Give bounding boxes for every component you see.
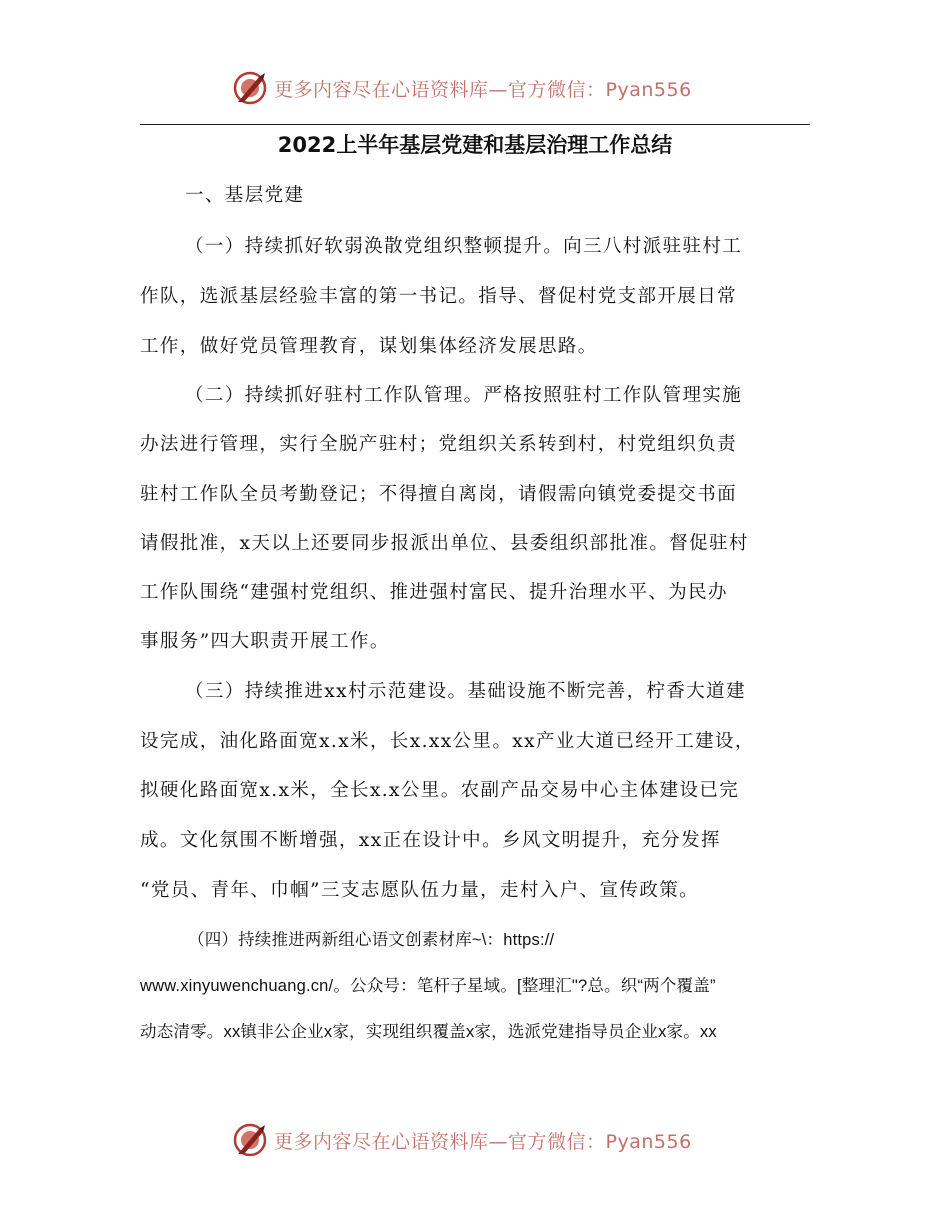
quill-seal-icon: [232, 70, 268, 106]
paragraph-line: （三）持续推进xx村示范建设。基础设施不断完善，柠香大道建: [185, 681, 746, 702]
paragraph-line: 驻村工作队全员考勤登记；不得擅自离岗，请假需向镇党委提交书面: [140, 484, 738, 505]
quill-seal-icon: [232, 1122, 268, 1158]
paragraph-line: 事服务”四大职责开展工作。: [140, 631, 390, 652]
paragraph-line: 办法进行管理，实行全脱产驻村；党组织关系转到村，村党组织负责: [140, 434, 738, 455]
paragraph-line: （四）持续推进两新组心语文创素材库~\：https://: [188, 931, 555, 949]
paragraph-line: 拟硬化路面宽x.x米，全长x.x公里。农副产品交易中心主体建设已完: [140, 780, 740, 801]
paragraph-line: 工作队围绕“建强村党组织、推进强村富民、提升治理水平、为民办: [140, 582, 728, 603]
paragraph-line: （二）持续抓好驻村工作队管理。严格按照驻村工作队管理实施: [185, 385, 743, 406]
paragraph-line: 成。文化氛围不断增强，xx正在设计中。乡风文明提升，充分发挥: [140, 830, 721, 851]
section-heading: 一、基层党建: [185, 185, 305, 206]
paragraph-line: www.xinyuwenchuang.cn/。公众号：笔杆子星域。[整理汇"?总。织“两个覆盖”: [140, 977, 716, 995]
header-rule: [140, 124, 810, 125]
paragraph-line: 设完成，油化路面宽x.x米，长x.xx公里。xx产业大道已经开工建设，: [140, 731, 755, 752]
paragraph-line: 动态清零。xx镇非公企业x家，实现组织覆盖x家，选派党建指导员企业x家。xx: [140, 1023, 717, 1041]
paragraph-line: （一）持续抓好软弱涣散党组织整顿提升。向三八村派驻驻村工: [185, 236, 743, 257]
paragraph-line: 请假批准，x天以上还要同步报派出单位、县委组织部批准。督促驻村: [140, 533, 749, 554]
paragraph-line: 作队，选派基层经验丰富的第一书记。指导、督促村党支部开展日常: [140, 286, 738, 307]
watermark-text: 更多内容尽在心语资料库—官方微信：Pyan556: [274, 1130, 692, 1153]
watermark-banner-top: [232, 68, 732, 108]
watermark-banner-bottom: [232, 1120, 732, 1160]
paragraph-line: “党员、青年、巾帼”三支志愿队伍力量，走村入户、宣传政策。: [140, 880, 700, 901]
watermark-text: 更多内容尽在心语资料库—官方微信：Pyan556: [274, 78, 692, 101]
document-title: 2022上半年基层党建和基层治理工作总结: [277, 133, 673, 157]
paragraph-line: 工作，做好党员管理教育，谋划集体经济发展思路。: [140, 336, 598, 357]
